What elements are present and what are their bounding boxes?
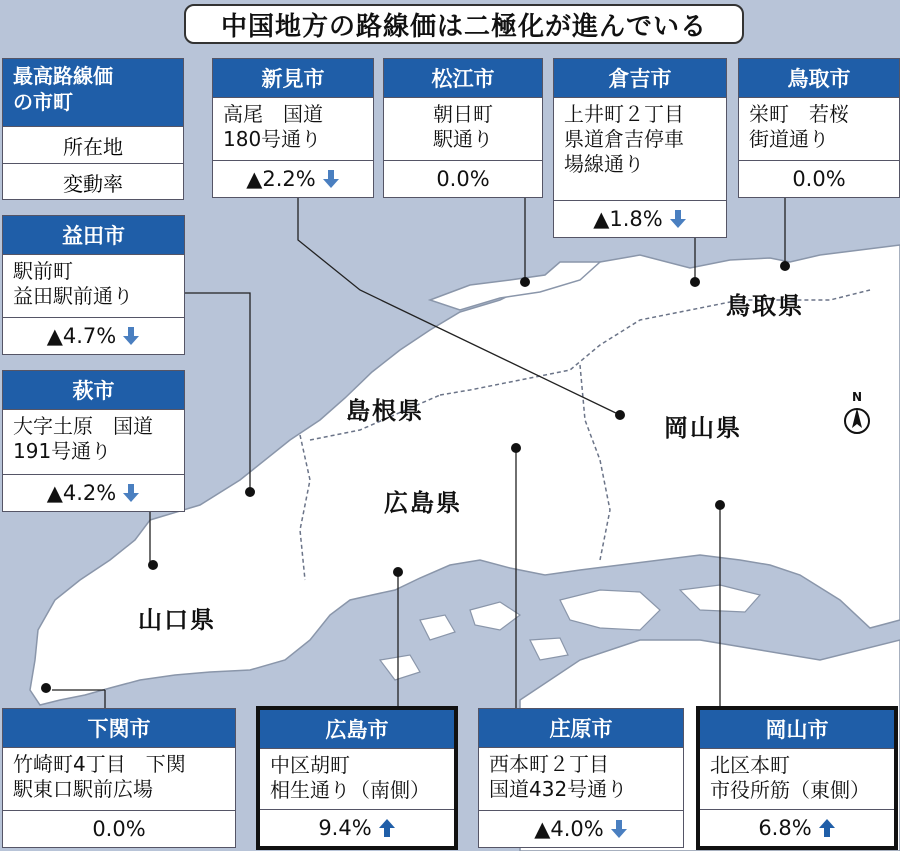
city-card-matsue xyxy=(383,58,543,198)
city-rate: ▲4.7% xyxy=(46,324,117,348)
city-name: 松江市 xyxy=(384,59,542,98)
city-address: 駅前町 益田駅前通り xyxy=(3,255,184,318)
map-title: 中国地方の路線価は二極化が進んでいる xyxy=(184,4,744,44)
down-arrow-icon xyxy=(669,209,687,229)
city-rate: 6.8% xyxy=(758,816,812,840)
up-arrow-icon xyxy=(818,818,836,838)
city-rate: ▲4.0% xyxy=(534,817,604,841)
city-rate: ▲1.8% xyxy=(593,207,663,231)
prefecture-label-shimane: 島根県 xyxy=(346,397,424,425)
city-card-shimonoseki xyxy=(2,708,236,848)
city-card-hiroshima xyxy=(256,706,458,850)
city-name: 新見市 xyxy=(213,59,373,98)
city-card-okayama xyxy=(696,706,898,850)
prefecture-label-okayama: 岡山県 xyxy=(664,414,742,442)
city-rate-row xyxy=(3,318,184,354)
prefecture-label-tottori: 鳥取県 xyxy=(726,292,804,320)
legend-header: 最高路線価 の市町 xyxy=(3,59,183,127)
city-rate-row xyxy=(213,161,373,197)
city-name: 岡山市 xyxy=(700,710,894,749)
city-address: 西本町２丁目 国道432号通り xyxy=(479,748,683,811)
city-card-masuda xyxy=(2,215,185,355)
down-arrow-icon xyxy=(322,169,340,189)
city-rate: 0.0% xyxy=(92,817,146,841)
city-card-kurayoshi xyxy=(553,58,727,238)
up-arrow-icon xyxy=(378,818,396,838)
city-rate-row xyxy=(3,475,184,511)
city-rate: ▲4.2% xyxy=(46,481,117,505)
compass-icon xyxy=(840,390,874,436)
city-name: 下関市 xyxy=(3,709,235,748)
city-address: 上井町２丁目 県道倉吉停車 場線通り xyxy=(554,98,726,201)
city-name: 庄原市 xyxy=(479,709,683,748)
city-rate-row xyxy=(384,161,542,197)
prefecture-label-yamaguchi: 山口県 xyxy=(138,606,216,634)
down-arrow-icon xyxy=(122,326,140,346)
city-rate: 0.0% xyxy=(792,167,846,191)
city-address: 竹崎町4丁目 下関 駅東口駅前広場 xyxy=(3,748,235,811)
city-rate-row xyxy=(554,201,726,237)
city-address: 中区胡町 相生通り（南側） xyxy=(260,749,454,810)
city-rate: 0.0% xyxy=(436,167,490,191)
city-address: 高尾 国道 180号通り xyxy=(213,98,373,161)
legend-location-label: 所在地 xyxy=(3,127,183,164)
city-name: 倉吉市 xyxy=(554,59,726,98)
city-name: 益田市 xyxy=(3,216,184,255)
legend-rate-label: 変動率 xyxy=(63,171,123,196)
city-rate: ▲2.2% xyxy=(246,167,316,191)
down-arrow-icon xyxy=(610,819,628,839)
city-rate-row xyxy=(739,161,899,197)
city-rate-row xyxy=(479,811,683,847)
city-name: 萩市 xyxy=(3,371,184,410)
city-card-niimi xyxy=(212,58,374,198)
prefecture-label-hiroshima: 広島県 xyxy=(384,489,462,517)
city-card-tottori xyxy=(738,58,900,198)
city-address: 大字土原 国道 191号通り xyxy=(3,410,184,475)
city-address: 朝日町 駅通り xyxy=(384,98,542,161)
city-card-shobara xyxy=(478,708,684,848)
svg-text:N: N xyxy=(851,390,863,404)
city-rate-row xyxy=(700,810,894,846)
down-arrow-icon xyxy=(122,483,140,503)
city-address: 北区本町 市役所筋（東側） xyxy=(700,749,894,810)
city-rate-row xyxy=(3,811,235,847)
city-name: 広島市 xyxy=(260,710,454,749)
legend-box xyxy=(2,58,184,200)
city-card-hagi xyxy=(2,370,185,512)
city-rate-row xyxy=(260,810,454,846)
city-address: 栄町 若桜 街道通り xyxy=(739,98,899,161)
city-rate: 9.4% xyxy=(318,816,372,840)
city-name: 鳥取市 xyxy=(739,59,899,98)
